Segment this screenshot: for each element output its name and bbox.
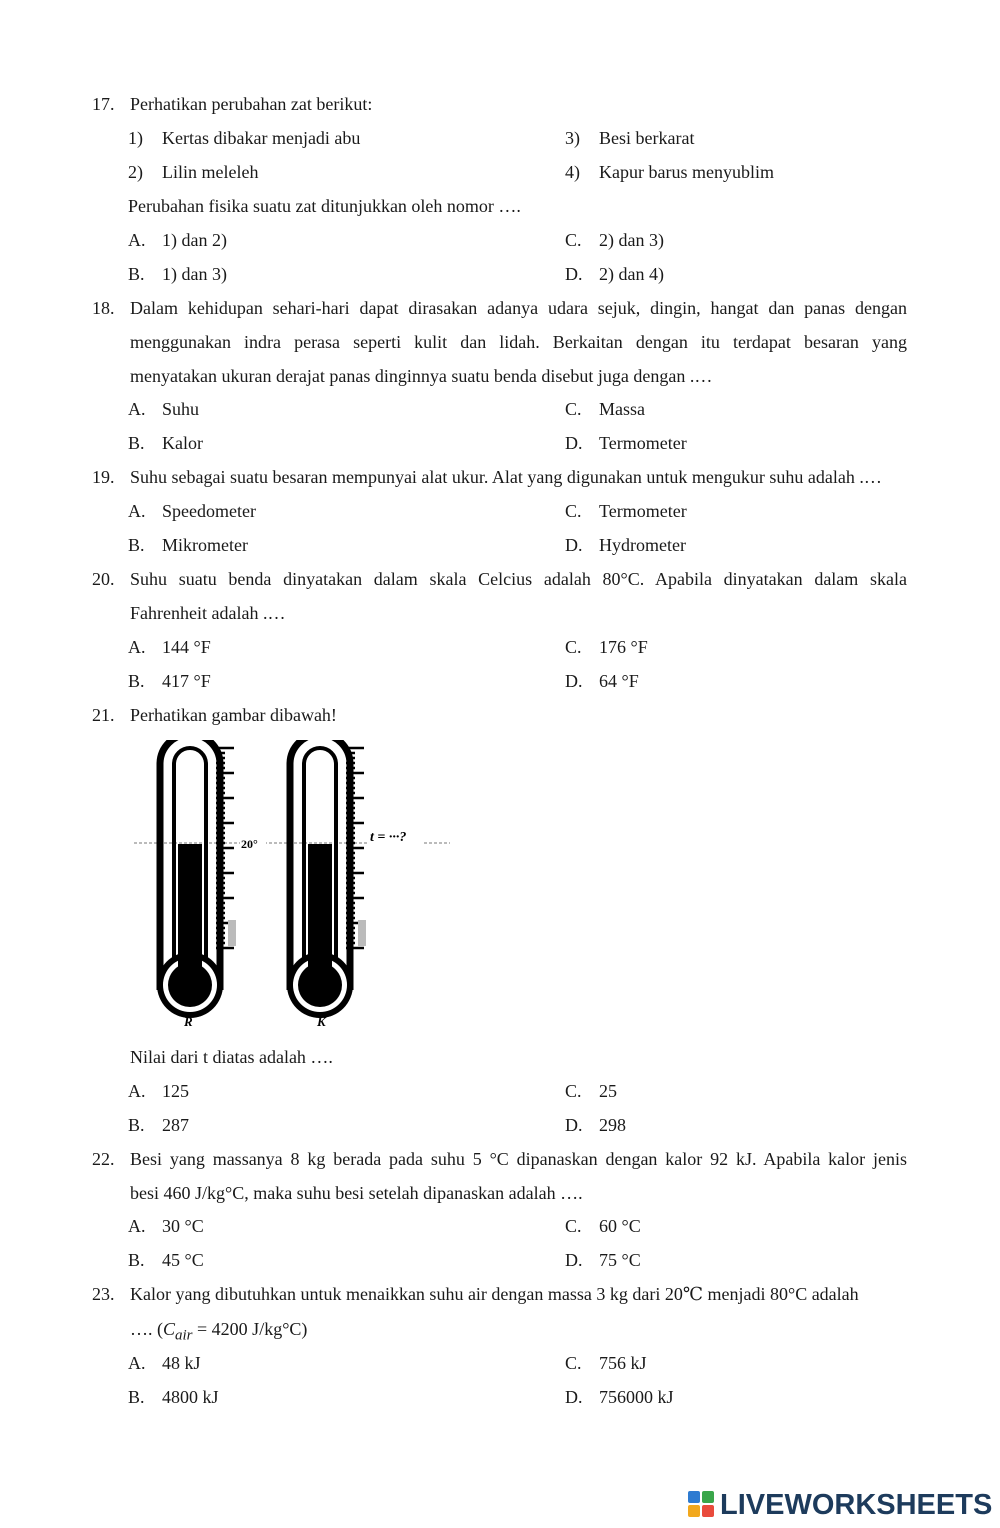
q23-number: 23. (92, 1284, 115, 1304)
q17-number: 17. (92, 94, 115, 114)
q19-option-d[interactable]: D. Hydrometer (565, 535, 686, 555)
q17-stem: Perhatikan perubahan zat berikut: (130, 94, 373, 114)
logo-text: LIVEWORKSHEETS (720, 1489, 993, 1521)
q18-option-a[interactable]: A. Suhu (128, 399, 200, 419)
q20-option-d[interactable]: D. 64 °F (565, 671, 639, 691)
q20-stem-line: Suhu suatu benda dinyatakan dalam skala Celcius adalah 80°C. Apabila dinyatakan dalam skala (130, 569, 907, 589)
q17-item: 1) Kertas dibakar menjadi abu (128, 128, 361, 148)
thermometer-figure (130, 740, 460, 1032)
q20-stem-line: Fahrenheit adalah .… (130, 603, 286, 623)
q17-option-c[interactable]: C. 2) dan 3) (565, 230, 664, 250)
q20-option-c[interactable]: C. 176 °F (565, 637, 648, 657)
q22-option-d[interactable]: D. 75 °C (565, 1250, 641, 1270)
q21-stem: Perhatikan gambar dibawah! (130, 705, 337, 725)
thermometer-r (157, 740, 236, 1018)
thermometer-r-label: R (184, 1014, 193, 1029)
q19-option-b[interactable]: B. Mikrometer (128, 535, 248, 555)
q21-option-d[interactable]: D. 298 (565, 1115, 626, 1135)
specific-heat-symbol: C (163, 1319, 176, 1339)
q19-option-c[interactable]: C. Termometer (565, 501, 687, 521)
mercury-column (308, 844, 332, 984)
q23-option-d[interactable]: D. 756000 kJ (565, 1387, 674, 1407)
q20-option-b[interactable]: B. 417 °F (128, 671, 211, 691)
q18-stem-line: Dalam kehidupan sehari-hari dapat dirasakan adanya udara sejuk, dingin, hangat dan panas dengan (130, 298, 907, 318)
q18-number: 18. (92, 298, 115, 318)
q21-number: 21. (92, 705, 115, 725)
q20-option-a[interactable]: A. 144 °F (128, 637, 211, 657)
q17-item: 4) Kapur barus menyublim (565, 162, 774, 182)
q20-number: 20. (92, 569, 115, 589)
q17-option-d[interactable]: D. 2) dan 4) (565, 264, 664, 284)
specific-heat-subscript: air (175, 1327, 193, 1344)
q17-prompt: Perubahan fisika suatu zat ditunjukkan oleh nomor …. (128, 196, 521, 216)
q17-option-b[interactable]: B. 1) dan 3) (128, 264, 227, 284)
q21-option-c[interactable]: C. 25 (565, 1081, 617, 1101)
logo-mark-icon (688, 1491, 716, 1519)
q18-stem-line: menggunakan indra perasa seperti kulit dan lidah. Berkaitan dengan itu terdapat besaran yang (130, 332, 907, 352)
q18-option-c[interactable]: C. Massa (565, 399, 645, 419)
q22-option-a[interactable]: A. 30 °C (128, 1216, 204, 1236)
q17-option-a[interactable]: A. 1) dan 2) (128, 230, 227, 250)
q23-stem-line: …. ($C_{air} = 4200$ J/kg°C) (130, 1319, 308, 1344)
mercury-column (178, 844, 202, 984)
q22-option-c[interactable]: C. 60 °C (565, 1216, 641, 1236)
q23-option-c[interactable]: C. 756 kJ (565, 1353, 647, 1373)
thermometer-k (287, 740, 366, 1018)
q22-stem-line: besi 460 J/kg°C, maka suhu besi setelah dipanaskan adalah …. (130, 1183, 583, 1203)
q17-item: 3) Besi berkarat (565, 128, 695, 148)
q23-stem-line: Kalor yang dibutuhkan untuk menaikkan suhu air dengan massa 3 kg dari 20℃ menjadi 80°C adalah (130, 1284, 859, 1304)
left-reading-label: 20° (241, 837, 258, 851)
liveworksheets-logo[interactable] (688, 1488, 993, 1522)
thermometer-k-label: K (317, 1014, 326, 1029)
q18-option-d[interactable]: D. Termometer (565, 433, 687, 453)
q21-option-a[interactable]: A. 125 (128, 1081, 189, 1101)
q19-number: 19. (92, 467, 115, 487)
q18-option-b[interactable]: B. Kalor (128, 433, 203, 453)
q19-option-a[interactable]: A. Speedometer (128, 501, 256, 521)
q17-item: 2) Lilin meleleh (128, 162, 259, 182)
q18-stem-line: menyatakan ukuran derajat panas dinginnya suatu benda disebut juga dengan .… (130, 366, 713, 386)
q22-option-b[interactable]: B. 45 °C (128, 1250, 204, 1270)
q22-number: 22. (92, 1149, 115, 1169)
right-reading-label: t = ···? (370, 830, 407, 845)
q23-option-a[interactable]: A. 48 kJ (128, 1353, 201, 1373)
q21-option-b[interactable]: B. 287 (128, 1115, 189, 1135)
q19-stem: Suhu sebagai suatu besaran mempunyai alat ukur. Alat yang digunakan untuk mengukur suhu adalah .… (130, 467, 882, 487)
q21-prompt: Nilai dari t diatas adalah …. (130, 1047, 333, 1067)
q22-stem-line: Besi yang massanya 8 kg berada pada suhu 5 °C dipanaskan dengan kalor 92 kJ. Apabila kalor jenis (130, 1149, 907, 1169)
q23-option-b[interactable]: B. 4800 kJ (128, 1387, 219, 1407)
